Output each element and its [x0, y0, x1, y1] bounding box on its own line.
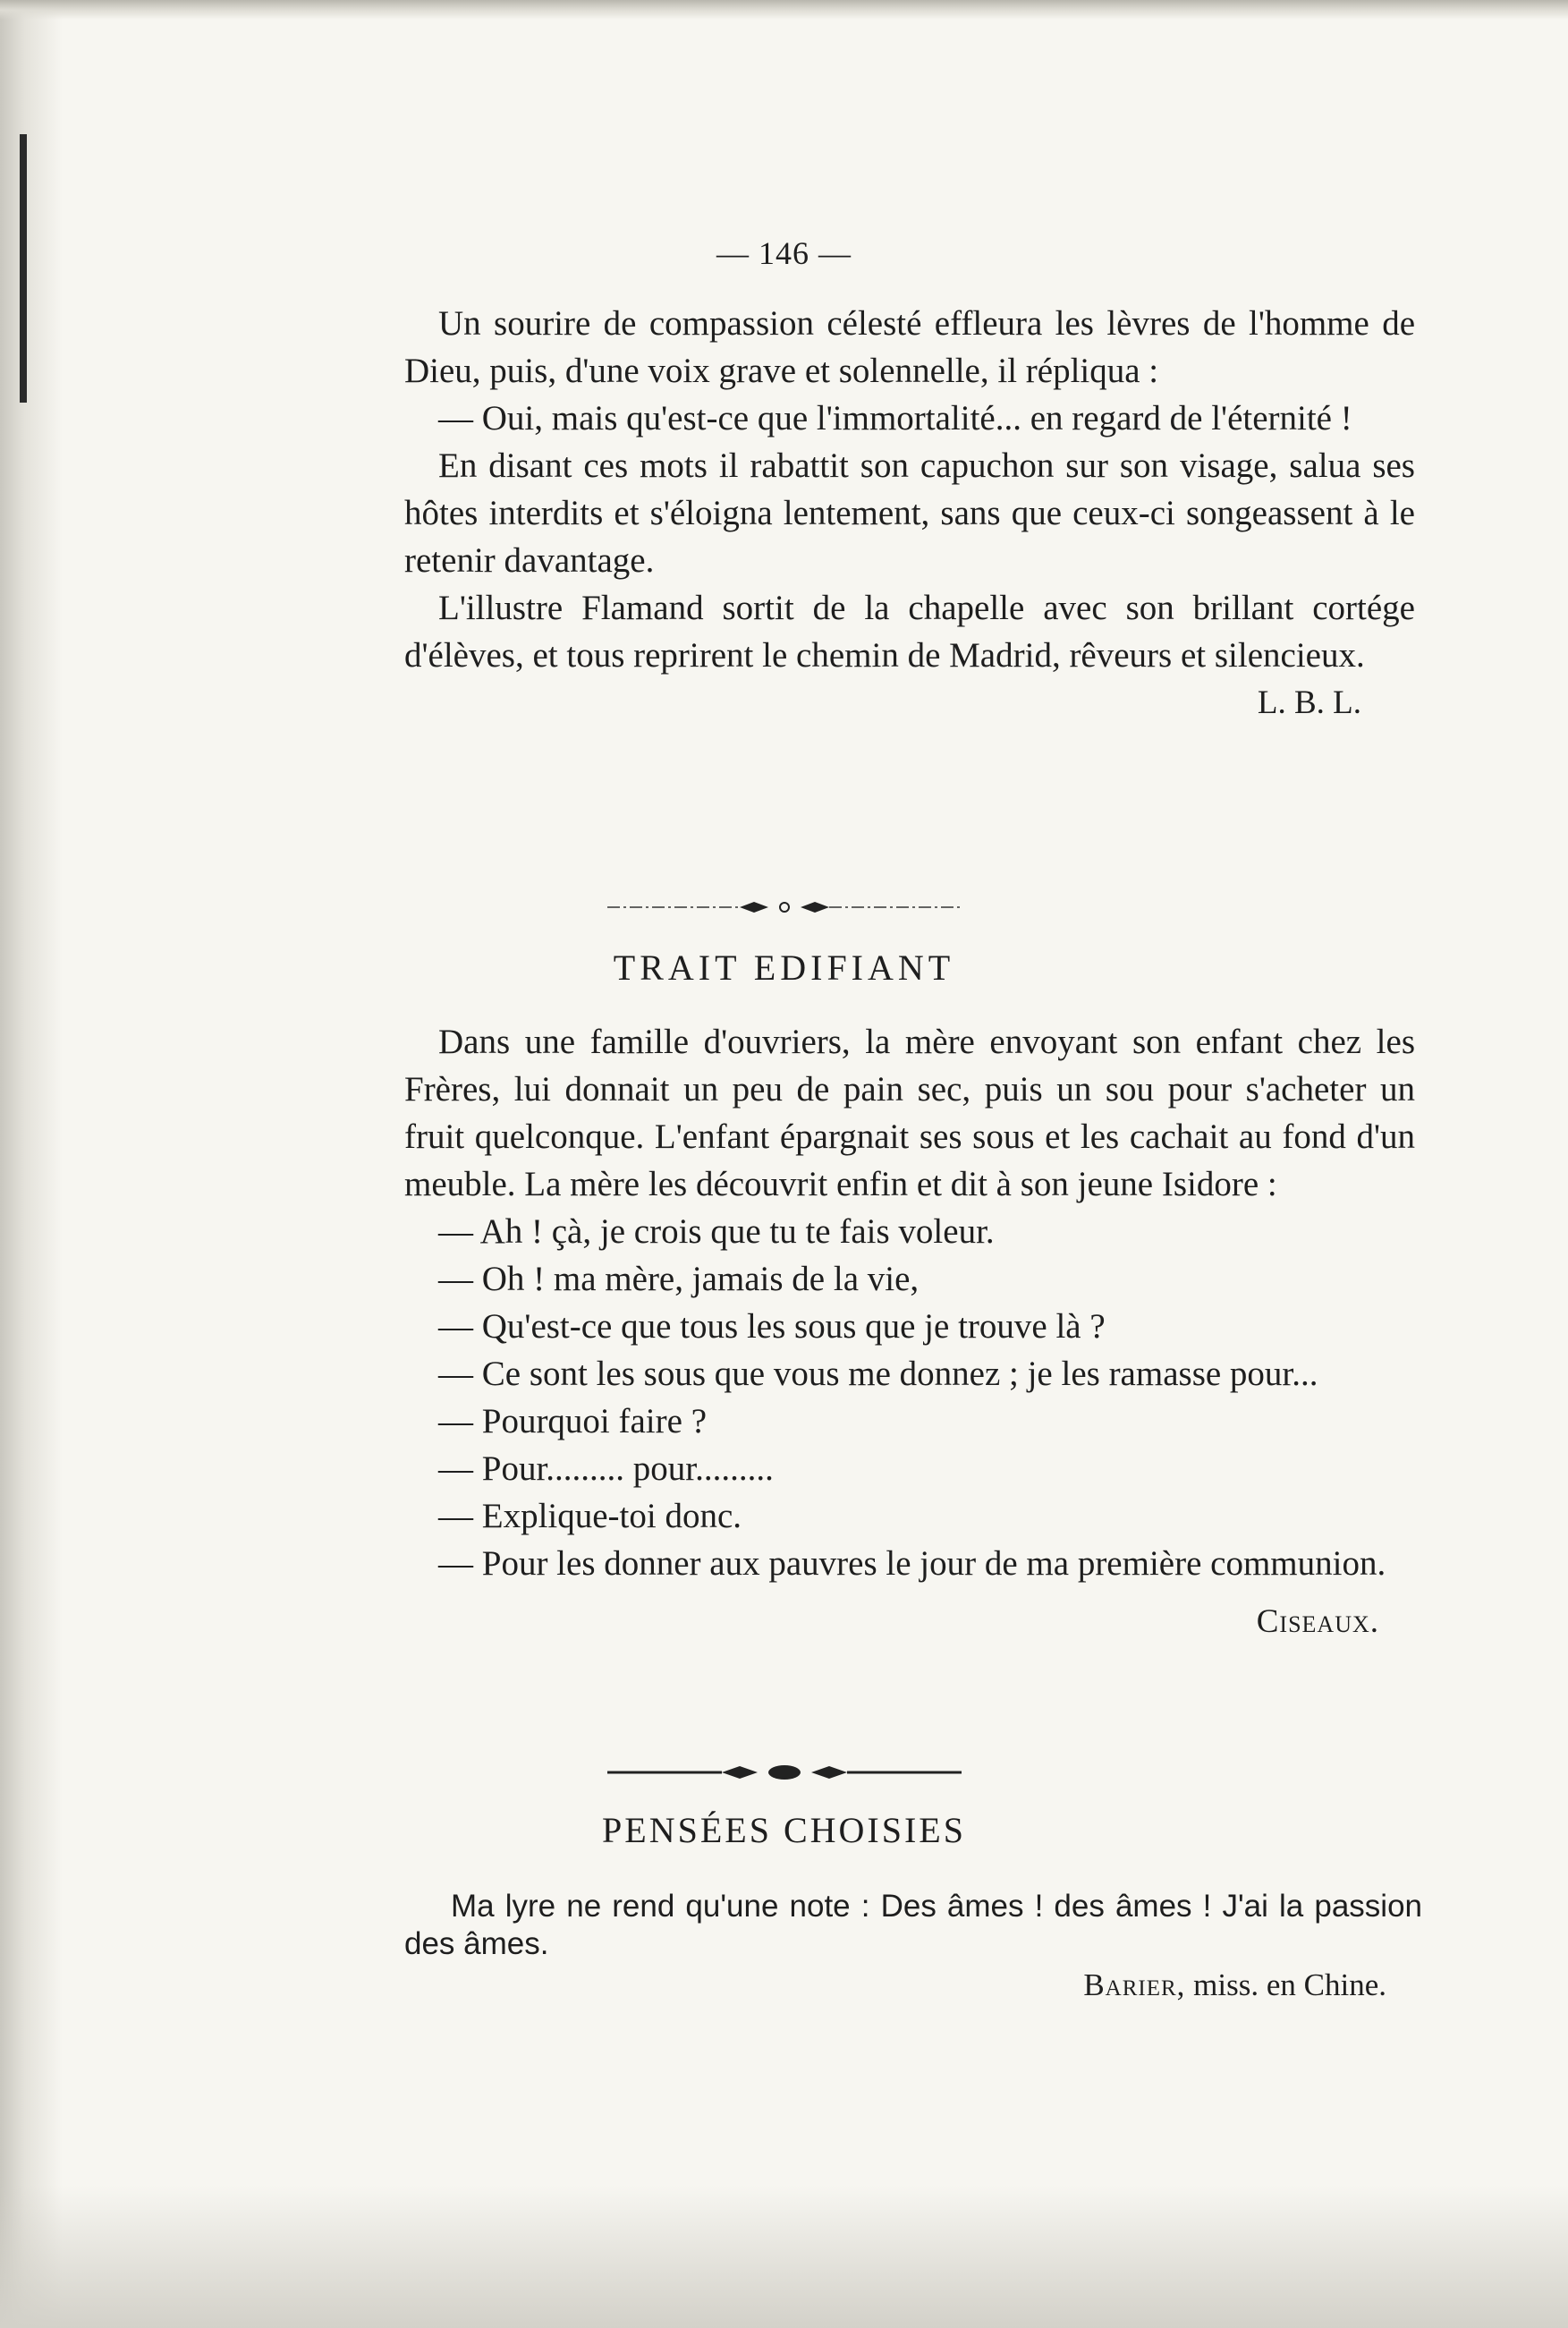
trait-edifiant-body	[404, 1018, 1415, 1645]
scan-edge-left	[0, 0, 63, 2328]
page-number: — 146 —	[716, 235, 852, 271]
dialogue-line: — Pourquoi faire ?	[438, 1402, 708, 1440]
pensees-text: Ma lyre ne rend qu'une note : Des âmes ! des âmes ! J'ai la passion des âmes.	[404, 1889, 1422, 1961]
dialogue-line: — Pour......... pour.........	[438, 1449, 774, 1488]
scan-edge-top	[0, 0, 1568, 20]
dialogue-line: — Oh ! ma mère, jamais de la vie,	[438, 1260, 920, 1298]
dialogue-line: — Qu'est-ce que tous les sous que je trouve là ?	[438, 1307, 1106, 1346]
story-paragraph: En disant ces mots il rabattit son capuchon sur son visage, salua ses hôtes interdits et s'éloigna lentement, sans que ceux-ci songeassent à le retenir davantage.	[404, 446, 1415, 580]
divider-ornament	[0, 896, 1568, 918]
trait-signature: Ciseaux.	[1256, 1603, 1379, 1640]
pensees-title: PENSÉES CHOISIES	[602, 1810, 966, 1850]
story-signature: L. B. L.	[1257, 684, 1361, 721]
pensees-signature	[404, 1963, 1422, 2008]
story-ending	[404, 300, 1415, 726]
trait-edifiant-title: TRAIT EDIFIANT	[613, 947, 955, 988]
story-paragraph: — Oui, mais qu'est-ce que l'immortalité... en regard de l'éternité !	[438, 399, 1352, 438]
scan-edge-bottom	[0, 2185, 1568, 2328]
pensees-signature-name: Barier,	[1083, 1967, 1186, 2002]
trait-intro: Dans une famille d'ouvriers, la mère envoyant son enfant chez les Frères, lui donnait un peu de pain sec, puis un sou pour s'acheter un fruit quelconque. L'enfant épargnait ses sous et les cachait au fond d'un meuble. La mère les découvrit enfin et dit à son jeune Isidore :	[404, 1023, 1415, 1203]
dialogue-line: — Ah ! çà, je crois que tu te fais voleur.	[438, 1212, 995, 1251]
story-paragraph: L'illustre Flamand sortit de la chapelle avec son brillant cortége d'élèves, et tous reprirent le chemin de Madrid, rêveurs et silencieux.	[404, 589, 1415, 675]
pensees-signature-role: miss. en Chine.	[1185, 1967, 1386, 2002]
divider-ornament-2	[0, 1761, 1568, 1784]
dialogue-line: — Ce sont les sous que vous me donnez ; je les ramasse pour...	[438, 1355, 1318, 1393]
pensees-body	[404, 1888, 1422, 2008]
dialogue-line: — Explique-toi donc.	[438, 1497, 742, 1535]
divider-ornament-icon	[606, 1761, 963, 1784]
story-paragraph: Un sourire de compassion célesté effleura les lèvres de l'homme de Dieu, puis, d'une voix grave et solennelle, il répliqua :	[404, 304, 1415, 390]
divider-ornament-icon	[606, 896, 963, 918]
dialogue-final: — Pour les donner aux pauvres le jour de ma première communion.	[438, 1544, 1386, 1583]
